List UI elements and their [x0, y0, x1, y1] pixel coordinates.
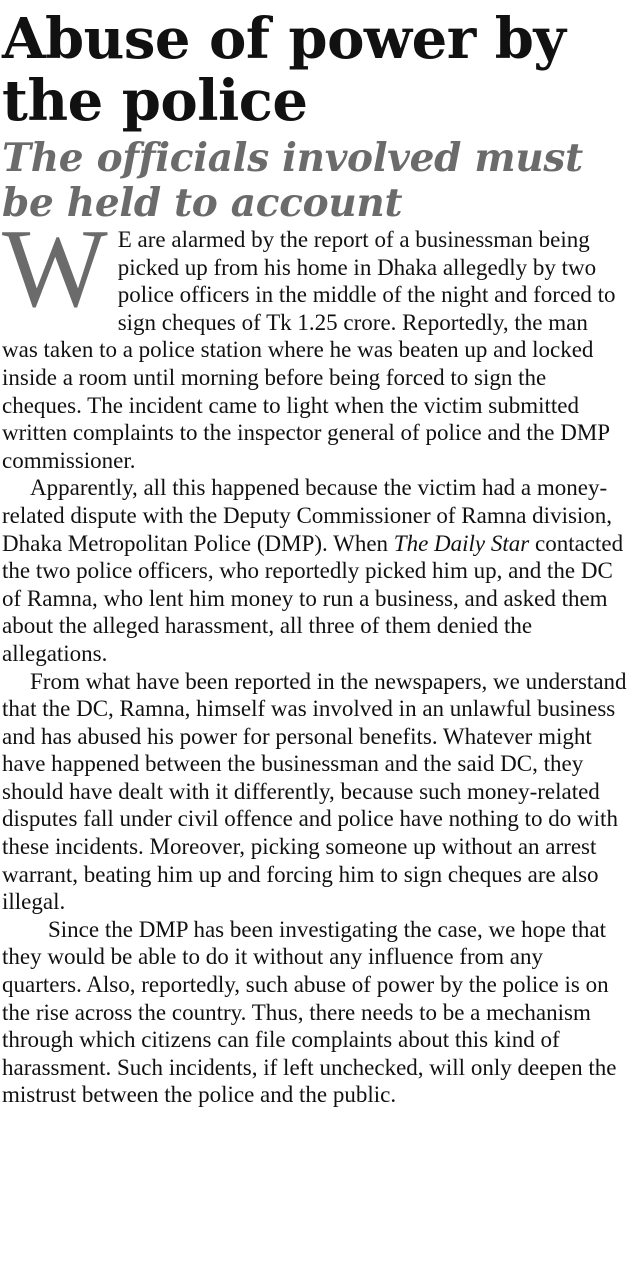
- paragraph-2-text-before: Apparently, all this happened because the victim had a money-related dispute with the Deputy Commissioner of Ramna division, Dhaka Metropolitan Police (DMP). When: [2, 475, 613, 556]
- lead-letter: E: [117, 227, 132, 252]
- publication-name: The Daily Star: [393, 530, 530, 556]
- article-body: [2, 207, 627, 1109]
- paragraph-3: From what have been reported in the newspapers, we understand that the DC, Ramna, himself was involved in an unlawful business and has abused his power for personal benefits. Whatever might have happened between the businessman and the said DC, they should have dealt with it differently, because such money-related disputes fall under civil offence and police have nothing to do with these incidents. Moreover, picking someone up without an arrest warrant, beating him up and forcing him to sign cheques are also illegal.: [2, 668, 627, 915]
- article-headline: Abuse of power by the police: [2, 6, 566, 134]
- article-subheadline: The officials involved must be held to account: [2, 135, 583, 226]
- paragraph-4: Since the DMP has been investigating the case, we hope that they would be able to do it without any influence from any quarters. Also, reportedly, such abuse of power by the police is on the rise across the country. Thus, there needs to be a mechanism through which citizens can file complaints about this kind of harassment. Such incidents, if left unchecked, will only deepen the mistrust between the police and the public.: [2, 916, 617, 1108]
- paragraph-2-text-after: contacted the two police officers, who reportedly picked him up, and the DC of Ramna, who lent him money to run a business, and asked them about the alleged harassment, all three of them denied the allegations.: [2, 530, 624, 666]
- paragraph-1-text: are alarmed by the report of a businessman being picked up from his home in Dhaka allegedly by two police officers in the middle of the night and forced to sign cheques of Tk 1.25 crore. Reportedly, the man was taken to a police station where he was beaten up and locked inside a room until morning before being forced to sign the cheques. The incident came to light when the victim submitted written complaints to the inspector general of police and the DMP commissioner.: [2, 227, 616, 473]
- paragraph-2: [2, 474, 627, 667]
- paragraph-1: [2, 207, 627, 474]
- drop-cap: W: [2, 207, 108, 331]
